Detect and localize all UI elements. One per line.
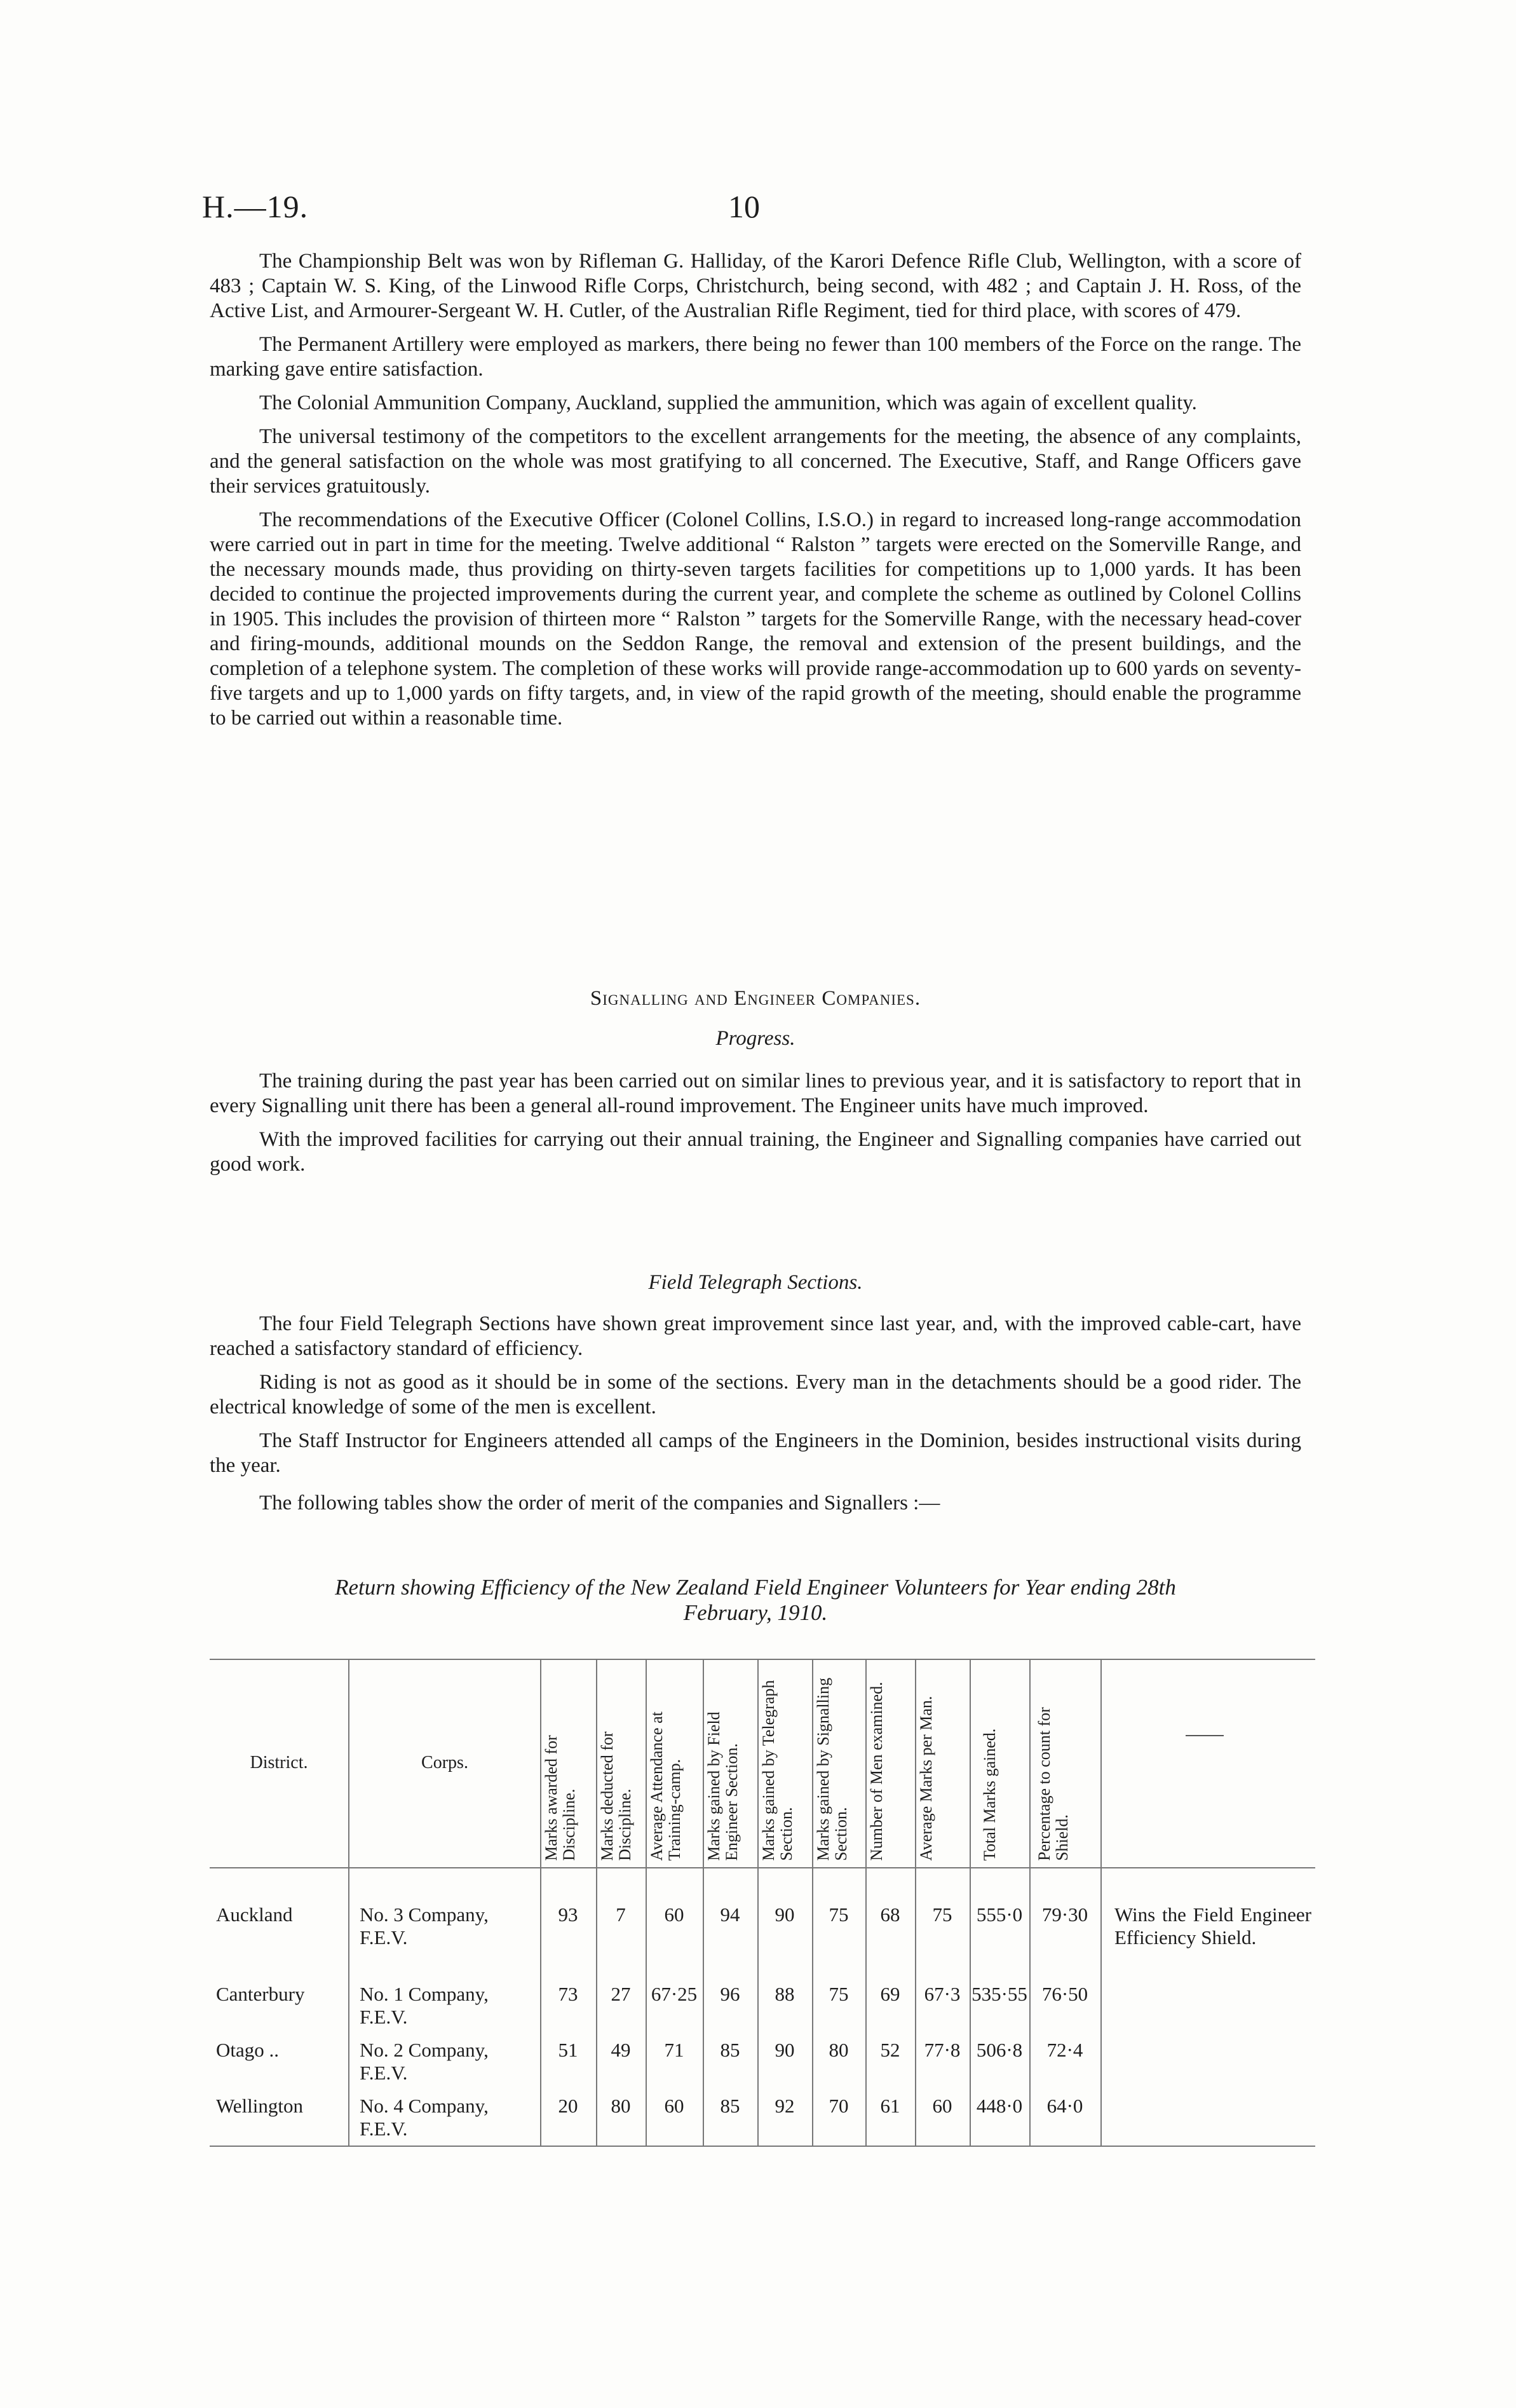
- col-rule: [812, 1659, 813, 2146]
- table-caption: [210, 1575, 1301, 1626]
- value-cell: 60: [932, 2095, 952, 2117]
- value-cell: 85: [720, 2095, 740, 2117]
- value-cell: 72·4: [1046, 2039, 1083, 2061]
- header-corps: Corps.: [421, 1753, 468, 1772]
- value-cell: 70: [829, 2095, 849, 2117]
- report-reference: H.—19.: [202, 189, 309, 224]
- row-corps: No. 4 Company, F.E.V.: [360, 2095, 489, 2140]
- value-cell: 535·55: [971, 1983, 1027, 2005]
- paragraph-sections: The four Field Telegraph Sections have shown great improvement since last year, and, with the improved cable-cart, have reached a satisfactory standard of efficiency.: [210, 1312, 1301, 1360]
- header-men-examined: Number of Men examined.: [867, 1682, 886, 1861]
- header-average-marks: Average Marks per Man.: [917, 1696, 935, 1861]
- paragraph-facilities: With the improved facilities for carrying out their annual training, the Engineer and Signalling companies have carried out good work.: [210, 1128, 1301, 1176]
- value-cell: 27: [611, 1983, 631, 2005]
- value-cell: 90: [775, 1903, 795, 1926]
- paragraph-tables-intro: The following tables show the order of merit of the companies and Signallers :—: [259, 1492, 940, 1514]
- value-cell: 51: [558, 2039, 578, 2061]
- value-cell: 68: [880, 1903, 900, 1926]
- remarks-header-dash: [1186, 1735, 1224, 1736]
- value-cell: 96: [720, 1983, 740, 2005]
- paragraph-training: The training during the past year has been carried out on similar lines to previous year, and it is satisfactory to report that in every Signalling unit there has been a general all-round improvement. The Engineer units have much improved.: [210, 1070, 1301, 1117]
- col-rule: [865, 1659, 867, 2146]
- value-cell: 555·0: [976, 1903, 1023, 1926]
- table-caption-line-2: February, 1910.: [683, 1600, 828, 1625]
- header-marks-deducted: Marks deducted for Discipline.: [598, 1731, 634, 1861]
- value-cell: 448·0: [976, 2095, 1023, 2117]
- paragraph-championship: The Championship Belt was won by Rifleman G. Halliday, of the Karori Defence Rifle Club, Wellington, with a score of 483 ; Captain W. S. King, of the Linwood Rifle Corps, Christchurch, being second, with 482 ; and Captain J. H. Ross, of the Active List, and Armourer-Sergeant W. H. Cutler, of the Australian Rifle Regiment, tied for third place, with scores of 479.: [210, 250, 1301, 322]
- row-district: Wellington: [216, 2095, 303, 2117]
- header-total-marks: Total Marks gained.: [980, 1728, 999, 1861]
- col-rule: [1029, 1659, 1031, 2146]
- value-cell: 93: [558, 1903, 578, 1926]
- row-district: Canterbury: [216, 1983, 305, 2005]
- paragraph-riding: Riding is not as good as it should be in some of the sections. Every man in the detachments should be a good rider. The electrical knowledge of some of the men is excellent.: [210, 1371, 1301, 1418]
- value-cell: 506·8: [976, 2039, 1023, 2061]
- value-cell: 90: [775, 2039, 795, 2061]
- row-district: Otago ..: [216, 2039, 280, 2061]
- value-cell: 61: [880, 2095, 900, 2117]
- value-cell: 67·3: [924, 1983, 961, 2005]
- col-rule: [703, 1659, 704, 2146]
- header-average-attendance: Average Attendance at Training-camp.: [647, 1711, 684, 1861]
- value-cell: 92: [775, 2095, 795, 2117]
- row-corps: No. 2 Company, F.E.V.: [360, 2039, 489, 2084]
- value-cell: 73: [558, 1983, 578, 2005]
- header-district: District.: [250, 1753, 308, 1772]
- table-header-rule: [210, 1867, 1315, 1868]
- paragraph-recommendations: The recommendations of the Executive Officer (Colonel Collins, I.S.O.) in regard to increased long-range accommodation were carried out in part in time for the meeting. Twelve additional “ Ralston ” targets were erected on the Somerville Range, and the necessary mounds made, thus providing on thirty-seven targets facilities for competitions up to 1,000 yards. It has been decided to continue the projected improvements during the current year, and complete the scheme as outlined by Colonel Collins in 1905. This includes the provision of thirteen more “ Ralston ” targets for the Somerville Range, with the necessary head-cover and firing-mounds, additional mounds on the Seddon Range, the removal and extension of the present buildings, and the completion of a telephone system. The completion of these works will provide range-accommodation up to 600 yards on seventy-five targets and up to 1,000 yards on fifty targets, and, in view of the rapid growth of the meeting, should enable the programme to be carried out within a reasonable time.: [210, 508, 1301, 730]
- table-caption-line-1: Return showing Efficiency of the New Zealand Field Engineer Volunteers for Year ending 28th: [335, 1575, 1176, 1600]
- value-cell: 67·25: [651, 1983, 698, 2005]
- col-rule: [540, 1659, 541, 2146]
- value-cell: 60: [664, 2095, 684, 2117]
- value-cell: 75: [932, 1903, 952, 1926]
- row-corps: No. 3 Company, F.E.V.: [360, 1903, 489, 1949]
- paragraph-instructor: The Staff Instructor for Engineers attended all camps of the Engineers in the Dominion, besides instructional visits during the year.: [210, 1429, 1301, 1477]
- value-cell: 71: [664, 2039, 684, 2061]
- value-cell: 80: [829, 2039, 849, 2061]
- efficiency-table: [210, 1659, 1315, 2180]
- header-percentage-shield: Percentage to count for Shield.: [1035, 1707, 1071, 1861]
- header-signalling-marks: Marks gained by Signalling Section.: [814, 1677, 850, 1861]
- paragraph-markers: The Permanent Artillery were employed as markers, there being no fewer than 100 members of the Force on the range. The marking gave entire satisfaction.: [210, 333, 1301, 381]
- value-cell: 79·30: [1041, 1903, 1088, 1926]
- value-cell: 69: [880, 1983, 900, 2005]
- value-cell: 20: [558, 2095, 578, 2117]
- section-title: Signalling and Engineer Companies.: [590, 987, 921, 1010]
- value-cell: 64·0: [1046, 2095, 1083, 2117]
- row-remark: Wins the Field Engineer Efficiency Shield.: [1114, 1903, 1311, 1949]
- page-number: 10: [728, 189, 760, 224]
- row-corps: No. 1 Company, F.E.V.: [360, 1983, 489, 2028]
- value-cell: 75: [829, 1903, 849, 1926]
- col-rule: [915, 1659, 916, 2146]
- progress-paragraphs: [210, 1069, 1301, 1186]
- field-telegraph-paragraphs: [210, 1312, 1301, 1525]
- value-cell: 94: [720, 1903, 740, 1926]
- col-rule: [646, 1659, 647, 2146]
- paragraph-ammunition: The Colonial Ammunition Company, Auckland, supplied the ammunition, which was again of excellent quality.: [259, 391, 1197, 414]
- value-cell: 77·8: [924, 2039, 961, 2061]
- value-cell: 7: [616, 1903, 626, 1926]
- value-cell: 85: [720, 2039, 740, 2061]
- header-marks-awarded: Marks awarded for Discipline.: [542, 1735, 578, 1861]
- value-cell: 88: [775, 1983, 795, 2005]
- col-rule: [348, 1659, 349, 2146]
- paragraph-testimony: The universal testimony of the competitors to the excellent arrangements for the meeting, the absence of any complaints, and the general satisfaction on the whole was most gratifying to all concerned. The Executive, Staff, and Range Officers gave their services gratuitously.: [210, 425, 1301, 498]
- col-rule: [1100, 1659, 1102, 2146]
- value-cell: 80: [611, 2095, 631, 2117]
- intro-paragraphs: [210, 249, 1301, 740]
- col-rule: [970, 1659, 971, 2146]
- col-rule: [596, 1659, 597, 2146]
- header-field-engineer-marks: Marks gained by Field Engineer Section.: [705, 1711, 741, 1861]
- value-cell: 76·50: [1041, 1983, 1088, 2005]
- progress-subtitle: Progress.: [715, 1027, 795, 1050]
- col-rule: [757, 1659, 759, 2146]
- field-telegraph-subtitle: Field Telegraph Sections.: [648, 1271, 863, 1294]
- table-top-rule: [210, 1659, 1315, 1660]
- header-telegraph-marks: Marks gained by Telegraph Section.: [759, 1680, 795, 1861]
- value-cell: 52: [880, 2039, 900, 2061]
- value-cell: 75: [829, 1983, 849, 2005]
- value-cell: 49: [611, 2039, 631, 2061]
- row-district: Auckland: [216, 1903, 293, 1926]
- table-bottom-rule: [210, 2146, 1315, 2147]
- value-cell: 60: [664, 1903, 684, 1926]
